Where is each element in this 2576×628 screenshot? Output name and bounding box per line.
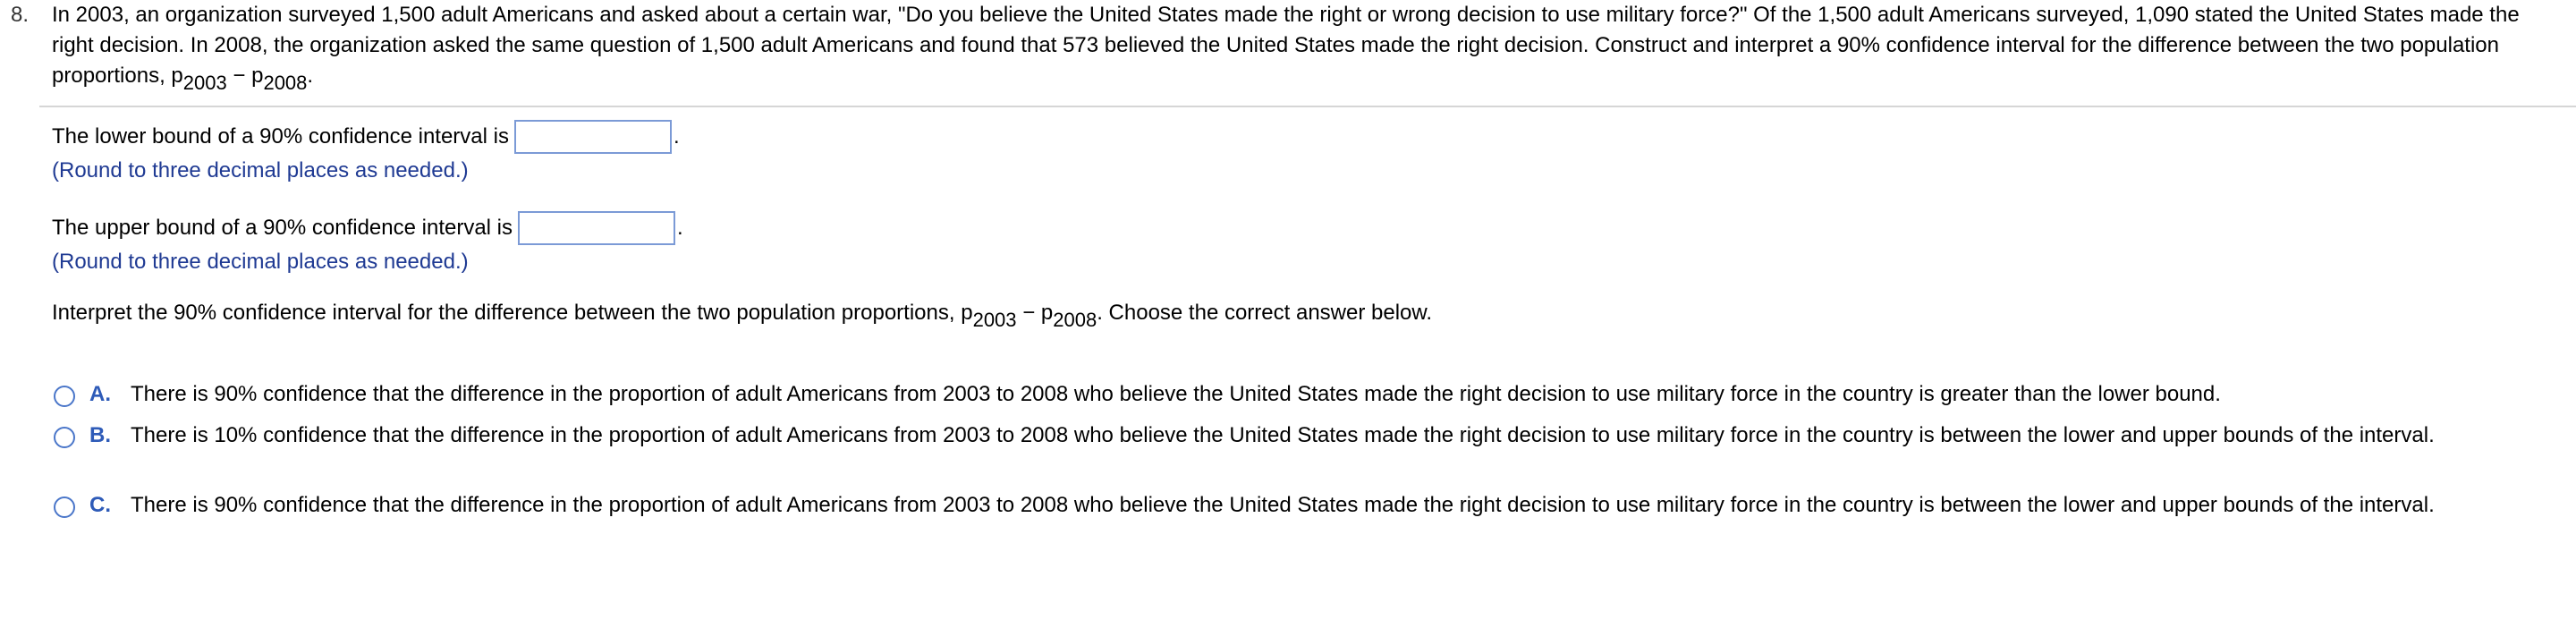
choice-text: There is 10% confidence that the difference in the proportion of adult Americans from 2003 to 2008 who believe the United States made the right decision to use military force in the country is between the lower and upper bounds of the interval. bbox=[131, 423, 2435, 447]
question-body: In 2003, an organization surveyed 1,500 adult Americans and asked about a certain war, "Do you believe the United States made the right or wrong decision to use military force?" Of the 1,500 adult Americans surveyed, 1,090 stated the United States made the right decision. In 2008, the organization asked the same question of 1,500 adult Americans and found that 573 believed the United States made the right decision. Construct and interpret a 90% confidence interval for the difference between the two population proportions, bbox=[52, 3, 2520, 88]
choice-text: There is 90% confidence that the difference in the proportion of adult Americans from 2003 to 2008 who believe the United States made the right decision to use military force in the country is greater than the lower bound. bbox=[131, 382, 2221, 406]
question-text bbox=[52, 0, 2565, 94]
interpret-prefix: Interpret the 90% confidence interval for the difference between the two population proportions, bbox=[52, 301, 955, 325]
p-symbol: p bbox=[251, 64, 264, 88]
upper-bound-row bbox=[52, 211, 683, 245]
p-symbol: p bbox=[171, 64, 183, 88]
lower-bound-period: . bbox=[673, 124, 680, 149]
proportion-difference bbox=[171, 64, 314, 94]
minus-sign: − bbox=[1016, 301, 1041, 325]
radio-button[interactable] bbox=[54, 386, 75, 407]
choice-text: There is 90% confidence that the difference in the proportion of adult Americans from 2003 to 2008 who believe the United States made the right decision to use military force in the country is between the lower and upper bounds of the interval. bbox=[131, 493, 2435, 517]
interpret-suffix: . Choose the correct answer below. bbox=[1097, 301, 1433, 325]
lower-bound-label: The lower bound of a 90% confidence interval is bbox=[52, 124, 509, 149]
upper-bound-period: . bbox=[677, 216, 683, 240]
choice-letter: C. bbox=[89, 493, 111, 517]
lower-bound-row bbox=[52, 120, 680, 154]
p-subscript-2003: 2003 bbox=[182, 72, 227, 94]
choice-letter: A. bbox=[89, 382, 111, 406]
lower-bound-hint: (Round to three decimal places as needed.) bbox=[52, 158, 469, 182]
radio-button[interactable] bbox=[54, 427, 75, 448]
p-subscript-2008: 2008 bbox=[1053, 309, 1097, 331]
interpret-prompt bbox=[52, 298, 1433, 331]
proportion-difference bbox=[961, 301, 1097, 331]
upper-bound-label: The upper bound of a 90% confidence interval is bbox=[52, 216, 513, 240]
minus-sign: − bbox=[226, 64, 252, 88]
question-number: 8. bbox=[11, 3, 30, 27]
choice-letter: B. bbox=[89, 423, 111, 447]
upper-bound-hint: (Round to three decimal places as needed.) bbox=[52, 250, 469, 274]
lower-bound-input[interactable] bbox=[514, 120, 672, 154]
p-subscript-2008: 2008 bbox=[263, 72, 308, 94]
section-divider bbox=[39, 106, 2576, 107]
period: . bbox=[307, 64, 314, 88]
p-subscript-2003: 2003 bbox=[972, 309, 1017, 331]
p-symbol: p bbox=[1040, 301, 1054, 325]
p-symbol: p bbox=[961, 301, 973, 325]
upper-bound-input[interactable] bbox=[518, 211, 675, 245]
radio-button[interactable] bbox=[54, 496, 75, 518]
